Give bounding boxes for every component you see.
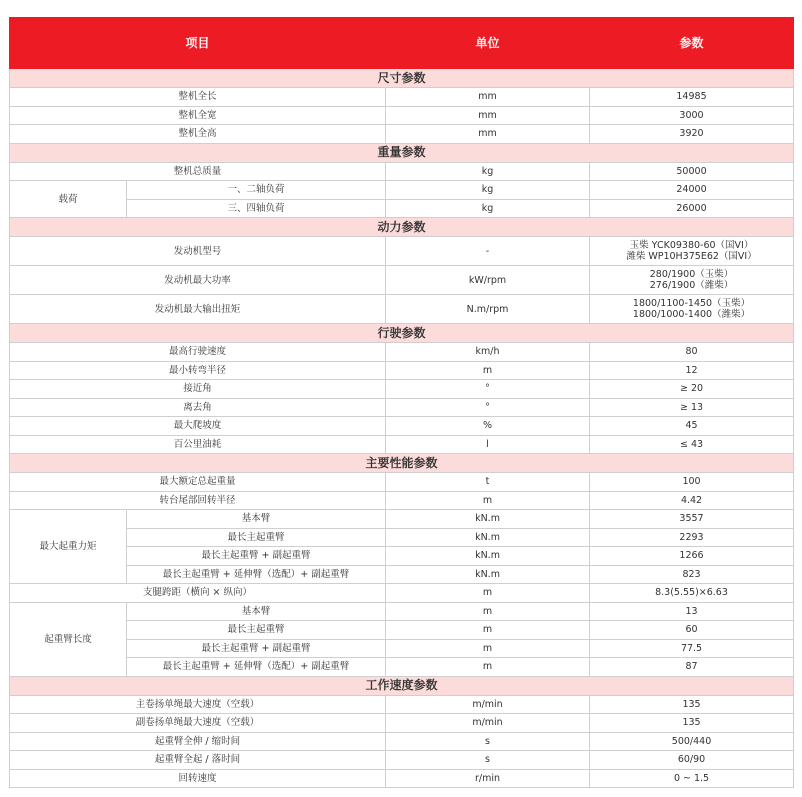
row-unit: m: [386, 491, 590, 510]
section-power: [10, 218, 794, 237]
row-item: 最小转弯半径: [10, 361, 386, 380]
table-row: [10, 199, 794, 218]
value-line: 1800/1000-1400（潍柴）: [632, 309, 751, 320]
table-row: [10, 361, 794, 380]
section-title: 工作速度参数: [10, 676, 794, 695]
row-unit: m: [386, 584, 590, 603]
row-item: 起重臂全伸 / 缩时间: [10, 732, 386, 751]
row-value: 3557: [590, 510, 794, 529]
section-title: 尺寸参数: [10, 69, 794, 88]
row-value: 87: [590, 658, 794, 677]
row-unit: %: [386, 417, 590, 436]
row-value: 4.42: [590, 491, 794, 510]
section-title: 主要性能参数: [10, 454, 794, 473]
value-line: 280/1900（玉柴）: [649, 269, 734, 280]
row-unit: t: [386, 473, 590, 492]
row-unit: -: [386, 237, 590, 266]
row-value: 3920: [590, 125, 794, 144]
row-unit: r/min: [386, 769, 590, 788]
row-unit: kN.m: [386, 565, 590, 584]
row-value: 14985: [590, 88, 794, 107]
table-row: [10, 380, 794, 399]
row-item: 最长主起重臂 + 延伸臂（选配）+ 副起重臂: [127, 565, 386, 584]
row-value: [590, 266, 794, 295]
row-value: [590, 295, 794, 324]
row-unit: mm: [386, 125, 590, 144]
row-unit: kW/rpm: [386, 266, 590, 295]
row-unit: m/min: [386, 714, 590, 733]
row-unit: kN.m: [386, 528, 590, 547]
section-size: [10, 69, 794, 88]
row-unit: kg: [386, 199, 590, 218]
table-header: [10, 18, 794, 69]
row-unit: m/min: [386, 695, 590, 714]
row-item: 支腿跨距（横向 × 纵向）: [10, 584, 386, 603]
table-row: [10, 295, 794, 324]
row-item: 整机总质量: [10, 162, 386, 181]
row-value: 45: [590, 417, 794, 436]
row-value: 50000: [590, 162, 794, 181]
table-row: [10, 639, 794, 658]
table-row: [10, 88, 794, 107]
row-value: 135: [590, 695, 794, 714]
table-row: [10, 162, 794, 181]
table-row: [10, 266, 794, 295]
spec-table: [9, 17, 794, 788]
row-unit: mm: [386, 106, 590, 125]
row-group-label: 载荷: [10, 181, 127, 218]
row-value: [590, 237, 794, 266]
row-item: 主卷扬单绳最大速度（空载）: [10, 695, 386, 714]
row-item: 起重臂全起 / 落时间: [10, 751, 386, 770]
section-title: 行驶参数: [10, 324, 794, 343]
row-item: 接近角: [10, 380, 386, 399]
table-row: [10, 565, 794, 584]
table-row: [10, 491, 794, 510]
row-value: 80: [590, 343, 794, 362]
row-unit: kg: [386, 181, 590, 200]
row-value: 500/440: [590, 732, 794, 751]
section-title: 动力参数: [10, 218, 794, 237]
row-value: 3000: [590, 106, 794, 125]
row-item: 最长主起重臂 + 副起重臂: [127, 547, 386, 566]
table-row: [10, 695, 794, 714]
row-item: 整机全高: [10, 125, 386, 144]
row-unit: °: [386, 398, 590, 417]
row-unit: m: [386, 639, 590, 658]
table-row: [10, 658, 794, 677]
header-value: 参数: [590, 18, 794, 69]
row-value: 2293: [590, 528, 794, 547]
row-unit: N.m/rpm: [386, 295, 590, 324]
row-item: 整机全宽: [10, 106, 386, 125]
row-value: 26000: [590, 199, 794, 218]
row-unit: m: [386, 602, 590, 621]
row-item: 发动机最大功率: [10, 266, 386, 295]
row-value: 12: [590, 361, 794, 380]
section-weight: [10, 143, 794, 162]
section-title: 重量参数: [10, 143, 794, 162]
row-item: 最大额定总起重量: [10, 473, 386, 492]
row-value: 60: [590, 621, 794, 640]
row-value: 135: [590, 714, 794, 733]
table-row: [10, 510, 794, 529]
row-unit: kN.m: [386, 547, 590, 566]
row-value: 8.3(5.55)×6.63: [590, 584, 794, 603]
row-item: 百公里油耗: [10, 435, 386, 454]
row-group-label: 起重臂长度: [10, 602, 127, 676]
row-value: ≤ 43: [590, 435, 794, 454]
table-row: [10, 343, 794, 362]
value-line: 276/1900（潍柴）: [649, 280, 734, 291]
row-unit: l: [386, 435, 590, 454]
row-item: 整机全长: [10, 88, 386, 107]
section-performance: [10, 454, 794, 473]
header-unit: 单位: [386, 18, 590, 69]
table-row: [10, 106, 794, 125]
row-unit: mm: [386, 88, 590, 107]
row-value: 100: [590, 473, 794, 492]
table-row: [10, 602, 794, 621]
table-row: [10, 473, 794, 492]
row-value: 77.5: [590, 639, 794, 658]
section-driving: [10, 324, 794, 343]
table-row: [10, 528, 794, 547]
value-line: 玉柴 YCK09380-60（国VI）: [629, 240, 754, 251]
value-line: 潍柴 WP10H375E62（国VI）: [626, 251, 757, 262]
table-row: [10, 125, 794, 144]
table-row: [10, 435, 794, 454]
value-line: 1800/1100-1450（玉柴）: [632, 298, 751, 309]
table-row: [10, 732, 794, 751]
row-value: 60/90: [590, 751, 794, 770]
table-row: [10, 584, 794, 603]
row-value: 1266: [590, 547, 794, 566]
table-row: [10, 181, 794, 200]
row-value: ≥ 20: [590, 380, 794, 399]
row-unit: kg: [386, 162, 590, 181]
row-item: 转台尾部回转半径: [10, 491, 386, 510]
row-unit: °: [386, 380, 590, 399]
row-item: 基本臂: [127, 510, 386, 529]
row-value: 13: [590, 602, 794, 621]
row-value: 0 ~ 1.5: [590, 769, 794, 788]
row-item: 最长主起重臂: [127, 528, 386, 547]
row-item: 基本臂: [127, 602, 386, 621]
row-unit: km/h: [386, 343, 590, 362]
table-row: [10, 621, 794, 640]
table-row: [10, 751, 794, 770]
header-item: 项目: [10, 18, 386, 69]
table-row: [10, 398, 794, 417]
row-unit: s: [386, 751, 590, 770]
row-unit: m: [386, 621, 590, 640]
section-speed: [10, 676, 794, 695]
row-item: 离去角: [10, 398, 386, 417]
row-item: 最长主起重臂 + 延伸臂（选配）+ 副起重臂: [127, 658, 386, 677]
row-item: 最长主起重臂 + 副起重臂: [127, 639, 386, 658]
table-row: [10, 237, 794, 266]
row-item: 发动机型号: [10, 237, 386, 266]
row-value: ≥ 13: [590, 398, 794, 417]
row-value: 823: [590, 565, 794, 584]
row-unit: s: [386, 732, 590, 751]
row-unit: m: [386, 361, 590, 380]
row-item: 最高行驶速度: [10, 343, 386, 362]
table-row: [10, 417, 794, 436]
row-item: 发动机最大输出扭矩: [10, 295, 386, 324]
row-group-label: 最大起重力矩: [10, 510, 127, 584]
row-item: 副卷扬单绳最大速度（空载）: [10, 714, 386, 733]
row-item: 回转速度: [10, 769, 386, 788]
table-row: [10, 547, 794, 566]
row-item: 最大爬坡度: [10, 417, 386, 436]
table-row: [10, 714, 794, 733]
row-value: 24000: [590, 181, 794, 200]
row-unit: m: [386, 658, 590, 677]
table-row: [10, 769, 794, 788]
row-item: 三、四轴负荷: [127, 199, 386, 218]
row-unit: kN.m: [386, 510, 590, 529]
row-item: 最长主起重臂: [127, 621, 386, 640]
row-item: 一、二轴负荷: [127, 181, 386, 200]
